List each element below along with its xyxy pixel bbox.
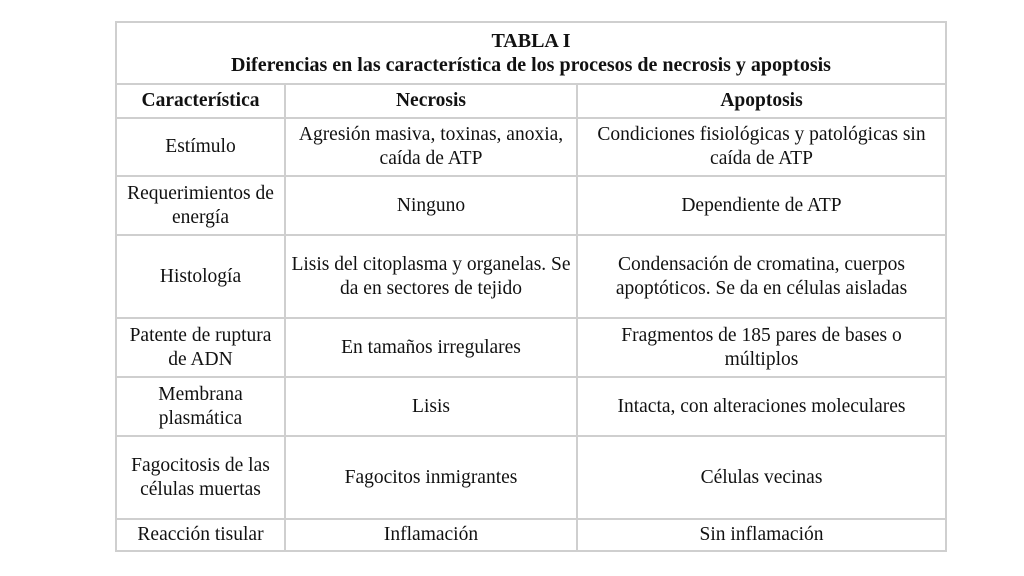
apoptosis-cell: Células vecinas bbox=[577, 436, 946, 519]
necrosis-cell: Ninguno bbox=[285, 176, 577, 235]
apoptosis-cell: Condensación de cromatina, cuerpos apoptóticos. Se da en células aisladas bbox=[577, 235, 946, 318]
table-subtitle: Diferencias en las característica de los procesos de necrosis y apoptosis bbox=[231, 54, 831, 76]
table-title: TABLA I bbox=[491, 30, 571, 52]
necrosis-cell: En tamaños irregulares bbox=[285, 318, 577, 377]
apoptosis-cell: Fragmentos de 185 pares de bases o múltiplos bbox=[577, 318, 946, 377]
table-row bbox=[116, 235, 946, 318]
header-apoptosis: Apoptosis bbox=[577, 84, 946, 118]
table-row bbox=[116, 176, 946, 235]
necrosis-cell: Agresión masiva, toxinas, anoxia, caída de ATP bbox=[285, 118, 577, 176]
row-label-cell: Reacción tisular bbox=[116, 519, 285, 551]
table-row bbox=[116, 318, 946, 377]
necrosis-cell: Lisis del citoplasma y organelas. Se da en sectores de tejido bbox=[285, 235, 577, 318]
row-label-cell: Patente de ruptura de ADN bbox=[116, 318, 285, 377]
apoptosis-cell: Intacta, con alteraciones moleculares bbox=[577, 377, 946, 436]
row-label-cell: Fagocitosis de las células muertas bbox=[116, 436, 285, 519]
table-header-row bbox=[116, 84, 946, 118]
table-row bbox=[116, 436, 946, 519]
comparison-table bbox=[115, 21, 947, 552]
row-label-cell: Estímulo bbox=[116, 118, 285, 176]
apoptosis-cell: Condiciones fisiológicas y patológicas sin caída de ATP bbox=[577, 118, 946, 176]
table-row bbox=[116, 118, 946, 176]
row-label-cell: Histología bbox=[116, 235, 285, 318]
table-row bbox=[116, 519, 946, 551]
necrosis-cell: Lisis bbox=[285, 377, 577, 436]
row-label-cell: Requerimientos de energía bbox=[116, 176, 285, 235]
comparison-table-container bbox=[115, 21, 945, 552]
table-caption-row bbox=[116, 22, 946, 84]
apoptosis-cell: Sin inflamación bbox=[577, 519, 946, 551]
necrosis-cell: Inflamación bbox=[285, 519, 577, 551]
header-caracteristica: Característica bbox=[116, 84, 285, 118]
header-necrosis: Necrosis bbox=[285, 84, 577, 118]
row-label-cell: Membrana plasmática bbox=[116, 377, 285, 436]
table-row bbox=[116, 377, 946, 436]
apoptosis-cell: Dependiente de ATP bbox=[577, 176, 946, 235]
necrosis-cell: Fagocitos inmigrantes bbox=[285, 436, 577, 519]
table-caption bbox=[116, 22, 946, 84]
